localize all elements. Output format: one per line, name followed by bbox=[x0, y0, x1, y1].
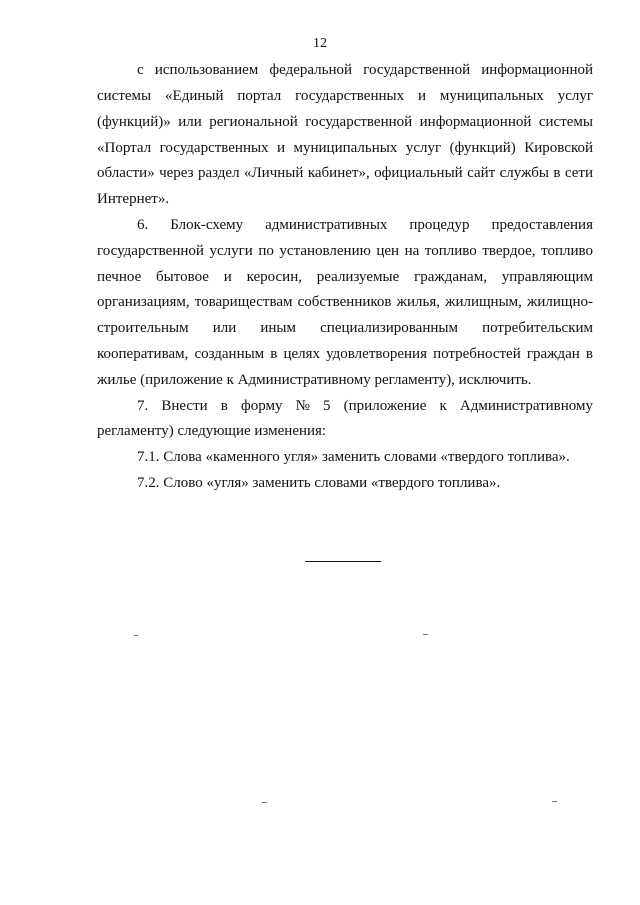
scan-speck bbox=[552, 801, 557, 802]
page-number: 12 bbox=[313, 36, 327, 51]
paragraph-line: печное бытовое и керосин, реализуемые гражданам, управляющим bbox=[97, 269, 593, 285]
scan-speck bbox=[134, 635, 138, 636]
paragraph-line: регламенту) следующие изменения: bbox=[97, 423, 327, 439]
paragraph-line: 6. Блок-схему административных процедур предоставления bbox=[137, 217, 593, 233]
paragraph-line: кооперативам, созданным в целях удовлетворения потребностей граждан в bbox=[97, 346, 593, 362]
paragraph-line: государственной услуги по установлению цен на топливо твердое, топливо bbox=[97, 243, 593, 259]
paragraph-line: области» через раздел «Личный кабинет», официальный сайт службы в сети bbox=[97, 165, 593, 181]
paragraph-line: с использованием федеральной государственной информационной bbox=[137, 62, 593, 78]
paragraph-line: 7.2. Слово «угля» заменить словами «твердого топлива». bbox=[137, 475, 501, 491]
scan-speck bbox=[262, 802, 267, 803]
paragraph-line: Интернет». bbox=[97, 191, 170, 207]
end-of-text-rule bbox=[305, 561, 381, 562]
paragraph-line: 7.1. Слова «каменного угля» заменить словами «твердого топлива». bbox=[137, 449, 570, 465]
paragraph-line: (функций)» или региональной государственной информационной системы bbox=[97, 114, 593, 130]
paragraph-line: организациям, товариществам собственников жилья, жилищным, жилищно- bbox=[97, 294, 593, 310]
paragraph-line: системы «Единый портал государственных и муниципальных услуг bbox=[97, 88, 593, 104]
paragraph-line: «Портал государственных и муниципальных услуг (функций) Кировской bbox=[97, 140, 593, 156]
paragraph-line: строительным или иным специализированным потребительским bbox=[97, 320, 593, 336]
paragraph-line: 7. Внести в форму № 5 (приложение к Административному bbox=[137, 398, 593, 414]
paragraph-line: жилье (приложение к Административному регламенту), исключить. bbox=[97, 372, 532, 388]
scan-speck bbox=[423, 634, 428, 635]
